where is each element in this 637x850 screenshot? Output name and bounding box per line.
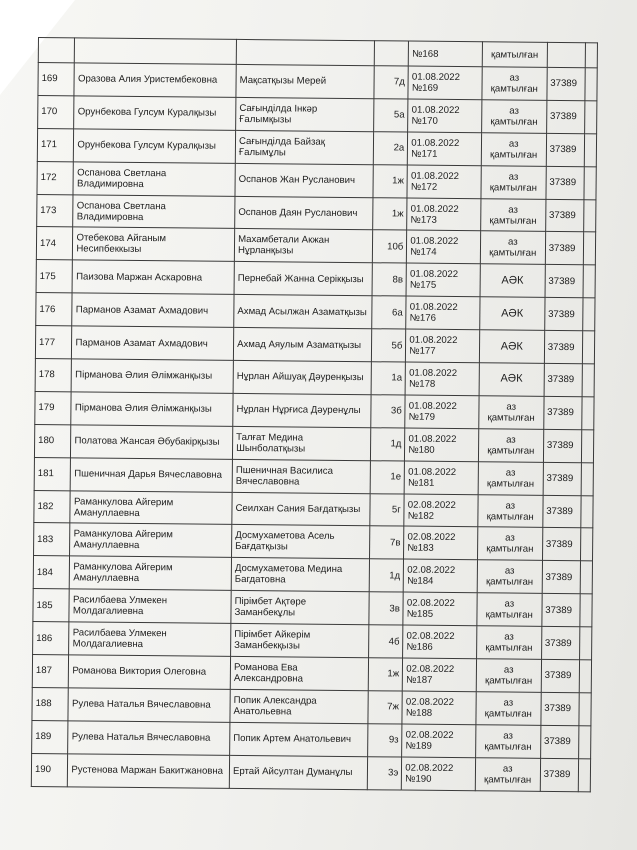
status-line-1: аз xyxy=(508,138,519,150)
cell-parent: Раманкулова Айгерим Амануллаевна xyxy=(70,523,232,557)
cell-blank xyxy=(585,43,597,68)
cell-child xyxy=(236,39,374,65)
cell-grade: 2а xyxy=(373,132,408,165)
cell-code: 37389 xyxy=(543,495,581,528)
cell-blank xyxy=(582,331,594,364)
cell-grade: 8в xyxy=(372,263,407,296)
cell-number: 173 xyxy=(37,194,74,227)
cell-status xyxy=(477,593,542,627)
cell-blank xyxy=(582,397,594,430)
cell-number: 177 xyxy=(35,326,72,359)
cell-status xyxy=(476,692,541,726)
cell-doc xyxy=(403,592,477,626)
cell-child: Нұрлан Айшуақ Дәуренқызы xyxy=(233,360,371,394)
doc-date: 01.08.2022 xyxy=(409,367,458,379)
cell-status xyxy=(481,133,546,167)
cell-grade: 7в xyxy=(369,526,404,559)
doc-date: 01.08.2022 xyxy=(409,301,458,314)
cell-child: Сағынділда Інкәр Ғалымқызы xyxy=(236,97,374,131)
cell-parent: Романова Виктория Олеговна xyxy=(69,655,231,689)
cell-child: Сеилхан Сания Бағдатқызы xyxy=(232,492,370,526)
cell-child: Досмухаметова Асель Бағдатқызы xyxy=(232,525,370,559)
cell-grade: 3в xyxy=(368,592,403,625)
status-line-2: қамтылған xyxy=(486,477,535,490)
doc-number: №190 xyxy=(405,773,432,785)
cell-code: 37389 xyxy=(545,232,583,265)
cell-number: 184 xyxy=(33,556,70,589)
cell-doc xyxy=(407,198,481,232)
cell-grade: 1е xyxy=(370,460,405,493)
doc-number: №185 xyxy=(406,608,434,621)
status-line-2: қамтылған xyxy=(486,543,534,556)
cell-blank xyxy=(579,627,591,660)
table-row xyxy=(32,655,591,693)
cell-grade: 1ж xyxy=(368,658,403,691)
doc-date: 01.08.2022 xyxy=(408,433,457,445)
cell-status xyxy=(478,494,543,528)
cell-blank xyxy=(582,364,594,397)
status-line-2: қамтылған xyxy=(489,247,537,260)
cell-doc xyxy=(408,132,482,166)
cell-status xyxy=(477,527,542,561)
doc-number: №171 xyxy=(411,148,438,160)
doc-number: №174 xyxy=(410,246,437,259)
cell-child: Оспанов Даян Русланович xyxy=(235,196,373,230)
doc-number: №172 xyxy=(410,181,438,193)
status-line-1: аз xyxy=(504,631,514,643)
cell-status xyxy=(482,67,547,101)
status-line-1: аз xyxy=(505,500,516,512)
status-line-1: аз xyxy=(507,236,518,249)
cell-status xyxy=(481,100,546,134)
cell-code: 37389 xyxy=(543,429,581,462)
doc-date: 01.08.2022 xyxy=(409,334,458,347)
cell-child: Оспанов Жан Русланович xyxy=(235,163,373,197)
cell-grade: 5г xyxy=(369,493,404,526)
cell-child: Попик Артем Анатольевич xyxy=(230,722,368,756)
cell-doc-number: №168 xyxy=(409,41,483,67)
cell-parent: Пірманова Әлия Әлімжанқызы xyxy=(71,392,233,426)
cell-status xyxy=(480,198,545,232)
table-row xyxy=(37,194,596,232)
status-line-1: аз xyxy=(503,730,513,742)
table-row xyxy=(36,227,595,265)
cell-blank xyxy=(580,594,592,627)
doc-date: 02.08.2022 xyxy=(407,531,456,544)
status-line-2: қамтылған xyxy=(485,642,533,654)
doc-number: №187 xyxy=(406,674,433,686)
doc-date: 02.08.2022 xyxy=(406,630,455,643)
status-line-2: қамтылған xyxy=(487,412,535,424)
cell-number: 190 xyxy=(31,753,68,786)
table-row xyxy=(38,63,597,101)
cell-doc xyxy=(408,99,482,133)
cell-child: Мақсатқызы Мерей xyxy=(236,64,374,98)
cell-parent: Пшеничная Дарья Вячеславовна xyxy=(71,458,233,492)
table-row xyxy=(31,753,590,791)
cell-number: 188 xyxy=(32,687,69,720)
status-line-1: аз xyxy=(509,72,520,84)
status-line-1: АӘК xyxy=(501,307,524,320)
cell-grade: 6а xyxy=(371,296,406,329)
cell-code: 37389 xyxy=(544,363,582,396)
doc-number: №180 xyxy=(408,444,435,456)
doc-number: №175 xyxy=(409,279,437,292)
cell-code: 37389 xyxy=(540,725,578,758)
cell-parent: Расилбаева Улмекен Молдагалиевна xyxy=(69,589,231,623)
cell-parent: Парманов Азамат Ахмадович xyxy=(72,293,234,327)
doc-date: 02.08.2022 xyxy=(405,729,454,741)
status-line-2: қамтылған xyxy=(490,83,538,95)
doc-number: №178 xyxy=(408,378,436,390)
table-row xyxy=(32,687,591,725)
cell-child: Досмухаметова Медина Багдатовна xyxy=(231,558,369,592)
table-row xyxy=(35,326,594,364)
cell-blank xyxy=(585,68,597,101)
doc-number: №189 xyxy=(405,740,432,752)
cell-number: 171 xyxy=(37,128,74,161)
cell-status xyxy=(479,363,544,397)
doc-number: №179 xyxy=(408,411,436,423)
cell-number: 170 xyxy=(38,95,75,128)
cell-doc xyxy=(402,724,476,758)
cell-parent: Оразова Алия Уристембековна xyxy=(74,63,236,97)
cell-status xyxy=(476,659,541,693)
cell-blank xyxy=(579,693,591,726)
cell-number xyxy=(38,38,75,63)
table-row xyxy=(34,424,593,462)
cell-status xyxy=(480,297,545,331)
cell-status xyxy=(475,725,540,759)
status-line-1: АӘК xyxy=(501,274,524,287)
roster-table xyxy=(31,37,598,792)
cell-child: Романова Ева Александровна xyxy=(230,656,368,690)
status-line-1: аз xyxy=(503,697,514,709)
status-line-1: АӘК xyxy=(500,372,523,386)
cell-doc xyxy=(407,231,481,265)
cell-parent: Раманкулова Айгерим Амануллаевна xyxy=(70,556,232,590)
cell-doc xyxy=(404,527,478,561)
cell-number: 185 xyxy=(33,589,70,622)
cell-number: 182 xyxy=(34,490,71,523)
doc-number: №176 xyxy=(409,312,436,325)
cell-parent: Рустенова Маржан Бакитжановна xyxy=(68,754,230,788)
cell-number: 183 xyxy=(34,523,71,556)
doc-date: 01.08.2022 xyxy=(408,466,457,478)
cell-grade: 9з xyxy=(367,724,402,757)
cell-blank xyxy=(581,495,593,528)
cell-code: 37389 xyxy=(545,265,583,298)
cell-doc xyxy=(403,625,477,659)
cell-doc xyxy=(403,559,477,593)
cell-doc xyxy=(405,362,479,396)
cell-doc xyxy=(406,296,480,330)
status-line-1: аз xyxy=(505,532,515,545)
cell-grade xyxy=(374,41,409,66)
cell-code: 37389 xyxy=(545,199,583,232)
cell-child: Ахмад Асылжан Азаматқызы xyxy=(234,295,372,329)
cell-status xyxy=(478,429,543,463)
status-line-1: аз xyxy=(508,171,519,183)
status-line-1: аз xyxy=(506,401,517,413)
status-line-2: қамтылған xyxy=(486,510,534,523)
cell-doc xyxy=(407,165,481,199)
cell-status xyxy=(480,264,545,298)
cell-grade: 1д xyxy=(370,428,405,461)
cell-status xyxy=(479,396,544,430)
cell-doc xyxy=(408,66,482,100)
doc-date: 02.08.2022 xyxy=(405,696,455,708)
cell-number: 178 xyxy=(35,359,72,392)
cell-child: Сағынділда Байзақ Ғалымұлы xyxy=(235,130,373,164)
doc-number: №184 xyxy=(407,575,434,588)
cell-status xyxy=(478,461,543,495)
doc-date: 01.08.2022 xyxy=(411,137,460,149)
table-row xyxy=(37,128,596,166)
cell-code xyxy=(547,42,585,67)
table-row xyxy=(34,523,593,561)
cell-number: 172 xyxy=(37,161,74,194)
cell-grade: 1ж xyxy=(372,197,407,230)
doc-date: 01.08.2022 xyxy=(411,104,460,116)
cell-number: 186 xyxy=(33,622,70,655)
doc-date: 01.08.2022 xyxy=(411,71,461,83)
table-row xyxy=(33,556,592,594)
cell-doc xyxy=(404,494,478,528)
cell-child: Пірімбет Ақтөре Заманбекұлы xyxy=(231,591,369,625)
cell-number: 169 xyxy=(38,63,75,96)
cell-parent: Расилбаева Улмекен Молдагалиевна xyxy=(69,622,231,656)
status-line-2: қамтылған xyxy=(484,773,532,786)
cell-blank xyxy=(584,101,596,134)
cell-doc xyxy=(402,757,476,791)
cell-doc xyxy=(406,329,480,363)
doc-number: №183 xyxy=(407,542,434,555)
cell-child: Пшеничная Василиса Вячеславовна xyxy=(232,459,370,493)
doc-number: №186 xyxy=(406,641,433,653)
status-line-1: аз xyxy=(509,105,519,117)
cell-doc xyxy=(402,691,476,725)
doc-number: №182 xyxy=(407,510,435,522)
cell-grade: 5а xyxy=(373,99,408,132)
cell-doc xyxy=(403,658,477,692)
cell-grade: 3б xyxy=(370,395,405,428)
status-line-1: аз xyxy=(504,598,515,610)
cell-code: 37389 xyxy=(546,133,584,166)
cell-blank xyxy=(583,298,595,331)
status-line-1: аз xyxy=(502,763,513,775)
status-line-2: қамтылған xyxy=(489,214,537,227)
cell-doc xyxy=(405,428,479,462)
table-row xyxy=(35,359,594,397)
cell-child: Нұрлан Нұрғиса Дәуренұлы xyxy=(233,393,371,427)
cell-status xyxy=(476,626,541,660)
status-line-2: қамтылған xyxy=(489,181,537,194)
cell-blank xyxy=(584,166,596,199)
status-line-1: аз xyxy=(505,467,516,479)
doc-number: №181 xyxy=(407,477,435,489)
cell-code: 37389 xyxy=(542,561,580,594)
status-line-2: қамтылған xyxy=(485,576,534,589)
cell-parent: Пірманова Әлия Әлімжанқызы xyxy=(72,359,234,393)
cell-child: Пірімбет Айкерім Заманбекқызы xyxy=(231,624,369,658)
cell-code: 37389 xyxy=(542,528,580,561)
cell-grade: 1ж xyxy=(373,164,408,197)
doc-date: 01.08.2022 xyxy=(410,170,460,182)
table-row xyxy=(34,490,593,528)
status-line-1: аз xyxy=(504,565,515,577)
cell-child: Ахмад Аяулым Азаматқызы xyxy=(233,328,371,362)
cell-grade: 4б xyxy=(368,625,403,658)
cell-parent xyxy=(75,38,237,65)
doc-number: №188 xyxy=(405,707,433,719)
doc-date: 02.08.2022 xyxy=(406,663,455,675)
cell-doc xyxy=(404,461,478,495)
cell-number: 176 xyxy=(36,293,73,326)
cell-code: 37389 xyxy=(544,331,582,364)
table-row xyxy=(36,293,595,331)
table-row xyxy=(38,95,597,133)
cell-grade: 5б xyxy=(371,329,406,362)
cell-code: 37389 xyxy=(546,100,584,133)
cell-status xyxy=(481,165,546,199)
status-line-1: аз xyxy=(508,204,519,216)
cell-parent: Рулева Наталья Вячеславовна xyxy=(68,688,230,722)
cell-parent: Орунбекова Гулсум Куралқызы xyxy=(74,129,236,163)
doc-number: №170 xyxy=(411,115,438,127)
cell-parent: Паизова Маржан Аскаровна xyxy=(72,260,234,294)
cell-parent: Орунбекова Гулсум Куралқызы xyxy=(74,96,236,130)
cell-blank xyxy=(578,726,590,759)
cell-doc xyxy=(406,263,480,297)
cell-blank xyxy=(578,758,590,791)
doc-date: 02.08.2022 xyxy=(405,762,454,774)
cell-code: 37389 xyxy=(541,627,579,660)
doc-number: №169 xyxy=(411,82,439,94)
cell-blank xyxy=(584,134,596,167)
cell-blank xyxy=(583,232,595,265)
cell-code: 37389 xyxy=(546,166,584,199)
doc-date: 02.08.2022 xyxy=(406,597,455,610)
cell-grade: 7д xyxy=(373,66,408,99)
doc-date: 01.08.2022 xyxy=(409,268,459,281)
status-line-2: қамтылған xyxy=(485,609,533,621)
cell-status xyxy=(479,330,544,364)
cell-status: қамтылған xyxy=(482,42,547,68)
cell-child: Пернебай Жанна Серікқызы xyxy=(234,262,372,296)
cell-blank xyxy=(581,430,593,463)
cell-status xyxy=(480,231,545,265)
cell-code: 37389 xyxy=(541,692,579,725)
cell-status xyxy=(475,757,540,791)
cell-blank xyxy=(579,660,591,693)
doc-number: №177 xyxy=(409,345,436,357)
cell-code: 37389 xyxy=(541,659,579,692)
status-line-1: аз xyxy=(503,664,514,676)
cell-number: 189 xyxy=(32,720,69,753)
status-line-2: қамтылған xyxy=(484,708,532,720)
cell-blank xyxy=(580,528,592,561)
cell-parent: Оспанова Светлана Владимировна xyxy=(73,162,235,196)
doc-date: 02.08.2022 xyxy=(407,499,456,511)
doc-number: №173 xyxy=(410,214,437,226)
cell-parent: Отебекова Айганым Несипбеккызы xyxy=(73,227,235,261)
cell-grade: 1д xyxy=(369,559,404,592)
cell-grade: 7ж xyxy=(367,691,402,724)
table-row xyxy=(33,622,592,660)
cell-number: 180 xyxy=(34,424,71,457)
status-line-1: АӘК xyxy=(500,340,523,353)
cell-grade: 1а xyxy=(371,362,406,395)
table-row xyxy=(37,161,596,199)
cell-child: Талғат Медина Шынболатқызы xyxy=(232,426,370,460)
cell-code: 37389 xyxy=(547,67,585,100)
cell-child: Попик Александра Анатольевна xyxy=(230,689,368,723)
table-row xyxy=(32,720,591,758)
cell-parent: Полатова Жансая Әбубакірқызы xyxy=(71,425,233,459)
cell-code: 37389 xyxy=(543,462,581,495)
cell-code: 37389 xyxy=(544,396,582,429)
doc-date: 01.08.2022 xyxy=(408,400,457,412)
status-line-1: аз xyxy=(506,434,516,446)
cell-code: 37389 xyxy=(542,594,580,627)
table-row xyxy=(35,391,594,429)
status-line-2: қамтылған xyxy=(484,741,532,753)
cell-code: 37389 xyxy=(544,298,582,331)
cell-code: 37389 xyxy=(540,758,578,791)
roster-body xyxy=(31,38,597,792)
cell-child: Ертай Айсултан Думанұлы xyxy=(229,755,367,789)
doc-date: 01.08.2022 xyxy=(410,203,459,215)
cell-child: Махамбетали Акжан Нұрланқызы xyxy=(234,229,372,263)
cell-parent: Оспанова Светлана Владимировна xyxy=(73,194,235,228)
cell-parent: Рулева Наталья Вячеславовна xyxy=(68,721,230,755)
cell-status xyxy=(477,560,542,594)
cell-number: 179 xyxy=(35,391,72,424)
doc-date: 02.08.2022 xyxy=(407,564,456,577)
status-line-2: қамтылған xyxy=(484,675,533,687)
cell-number: 175 xyxy=(36,260,73,293)
cell-parent: Раманкулова Айгерим Амануллаевна xyxy=(70,490,232,524)
table-row xyxy=(34,457,593,495)
doc-date: 01.08.2022 xyxy=(410,235,459,248)
cell-parent: Парманов Азамат Ахмадович xyxy=(72,326,234,360)
status-line-2: қамтылған xyxy=(490,149,538,161)
cell-blank xyxy=(581,462,593,495)
cell-doc xyxy=(405,395,479,429)
table-row xyxy=(36,260,595,298)
cell-number: 187 xyxy=(32,655,69,688)
cell-grade: 10б xyxy=(372,230,407,263)
cell-blank xyxy=(583,265,595,298)
status-line-2: қамтылған xyxy=(487,445,535,457)
cell-number: 174 xyxy=(36,227,73,260)
status-line-2: қамтылған xyxy=(490,116,538,128)
cell-blank xyxy=(580,561,592,594)
table-row xyxy=(33,589,592,627)
cell-number: 181 xyxy=(34,457,71,490)
cell-grade: 3э xyxy=(367,756,402,789)
cell-blank xyxy=(584,199,596,232)
